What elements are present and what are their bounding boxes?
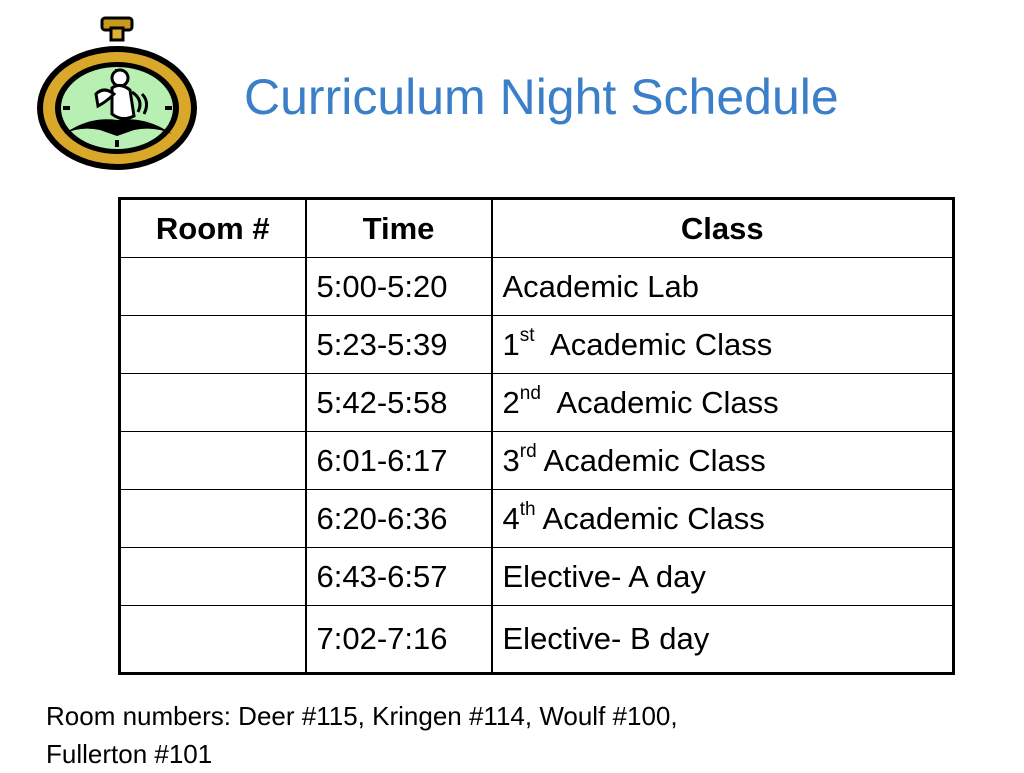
page-title: Curriculum Night Schedule [244,69,839,125]
room-cell [120,258,306,316]
time-cell: 5:00-5:20 [306,258,492,316]
table-row [120,374,954,432]
column-header-room: Room # [120,199,306,258]
room-numbers-line-2: Fullerton #101 [46,739,213,769]
column-header-class: Class [492,199,954,258]
class-cell [492,606,954,674]
class-cell [492,316,954,374]
class-label-rest: Academic Class [536,442,766,478]
room-cell [120,548,306,606]
schedule-table [118,197,955,675]
room-cell [120,490,306,548]
room-cell [120,606,306,674]
class-label: Elective- A day [502,558,706,594]
room-cell [120,374,306,432]
class-label: Academic Lab [502,268,699,304]
ordinal-suffix: th [519,499,536,521]
time-cell: 6:20-6:36 [306,490,492,548]
time-cell: 5:42-5:58 [306,374,492,432]
ordinal-suffix: nd [519,383,541,405]
ordinal-suffix: st [519,325,535,347]
room-cell [120,432,306,490]
class-label: Elective- B day [502,621,710,656]
table-header-row [120,199,954,258]
table-row [120,258,954,316]
class-cell [492,432,954,490]
time-cell: 6:01-6:17 [306,432,492,490]
class-label: 3 [502,442,520,478]
class-cell [492,548,954,606]
class-label-rest: Academic Class [534,326,773,362]
table-row [120,490,954,548]
table-row [120,548,954,606]
class-cell [492,490,954,548]
time-cell: 7:02-7:16 [306,606,492,674]
time-cell: 5:23-5:39 [306,316,492,374]
ordinal-suffix: rd [519,441,537,463]
class-label: 1 [502,326,520,362]
class-cell [492,374,954,432]
table-row [120,432,954,490]
class-label: 4 [502,500,520,536]
room-numbers-line-1: Room numbers: Deer #115, Kringen #114, Woulf #100, [46,701,678,731]
class-label: 2 [502,384,520,420]
class-label-rest: Academic Class [535,500,765,536]
table-row [120,606,954,674]
stopwatch-icon [34,16,200,172]
time-cell: 6:43-6:57 [306,548,492,606]
class-label-rest: Academic Class [540,384,779,420]
column-header-time: Time [306,199,492,258]
table-row [120,316,954,374]
room-numbers-note [46,697,846,773]
class-cell [492,258,954,316]
room-cell [120,316,306,374]
